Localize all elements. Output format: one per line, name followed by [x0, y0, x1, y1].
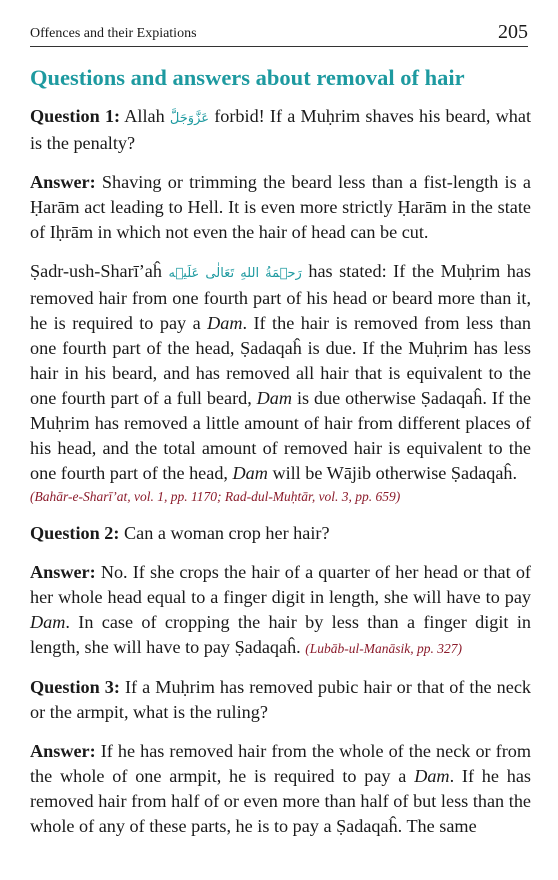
answer-label: Answer: — [30, 741, 96, 761]
question-label: Question 1: — [30, 106, 121, 126]
section-heading: Questions and answers about removal of hair — [30, 65, 465, 90]
arabic-honorific: رَحۡمَةُ اللهِ تَعَالٰی عَلَیۡه — [168, 266, 302, 281]
question-2: Question 2: Can a woman crop her hair? — [30, 523, 330, 543]
citation: (Bahār-e-Sharī’at, vol. 1, pp. 1170; Rad-dul-Muḥtār, vol. 3, pp. 659) — [30, 489, 401, 504]
answer-2: Answer: No. If she crops the hair of a quarter of her head or that of her whole head equal to a finger digit in length, she will have to pay Dam. In case of cropping the hair by less than a finger digit in length, she will have to pay Ṣadaqaĥ. (Lubāb-ul-Manāsik, pp. 327) — [30, 562, 531, 657]
page-header — [30, 20, 528, 47]
answer-1: Answer: Shaving or trimming the beard less than a fist-length is a Ḥarām act leading to Hell. It is even more strictly Ḥarām in the state of Iḥrām in which not even the hair of head can be cut. — [30, 172, 531, 242]
answer-3: Answer: If he has removed hair from the whole of the neck or from the whole of one armpit, he is required to pay a Dam. If he has removed hair from half of or even more than half of but less than the whole of any of these parts, he is to pay a Ṣadaqaĥ. The same — [30, 741, 532, 836]
arabic-honorific: عَزَّوَجَلَّ — [169, 111, 210, 126]
answer-label: Answer: — [30, 172, 96, 192]
question-1: Question 1: Allah عَزَّوَجَلَّ forbid! If a Muḥrim shaves his beard, what is the penalty? — [30, 106, 531, 153]
citation: (Lubāb-ul-Manāsik, pp. 327) — [305, 641, 463, 656]
ruling-paragraph: Ṣadr-ush-Sharī’aĥ رَحۡمَةُ اللهِ تَعَالٰی عَلَیۡه has stated: If the Muḥrim has removed hair from one fourth part of his head or beard more than it, he is required to pay a Dam. If the hair is removed from less than one fourth part of the head, Ṣadaqaĥ is due. If the Muḥrim has less hair in his beard, and has removed all hair that is equivalent to the one fourth part of a full beard, Dam is due otherwise Ṣadaqaĥ. If the Muḥrim has removed a little amount of hair from different places of his head, and the total amount of removed hair is equivalent to the one fourth part of the head, Dam will be Wājib otherwise Ṣadaqaĥ. — [30, 261, 532, 483]
answer-label: Answer: — [30, 562, 96, 582]
question-label: Question 3: — [30, 677, 120, 697]
question-label: Question 2: — [30, 523, 120, 543]
running-title: Offences and their Expiations — [30, 26, 197, 41]
page-number: 205 — [498, 21, 528, 43]
page-body — [30, 64, 531, 853]
question-3: Question 3: If a Muḥrim has removed pubic hair or that of the neck or the armpit, what is the ruling? — [30, 677, 531, 722]
citation-line — [30, 487, 531, 507]
